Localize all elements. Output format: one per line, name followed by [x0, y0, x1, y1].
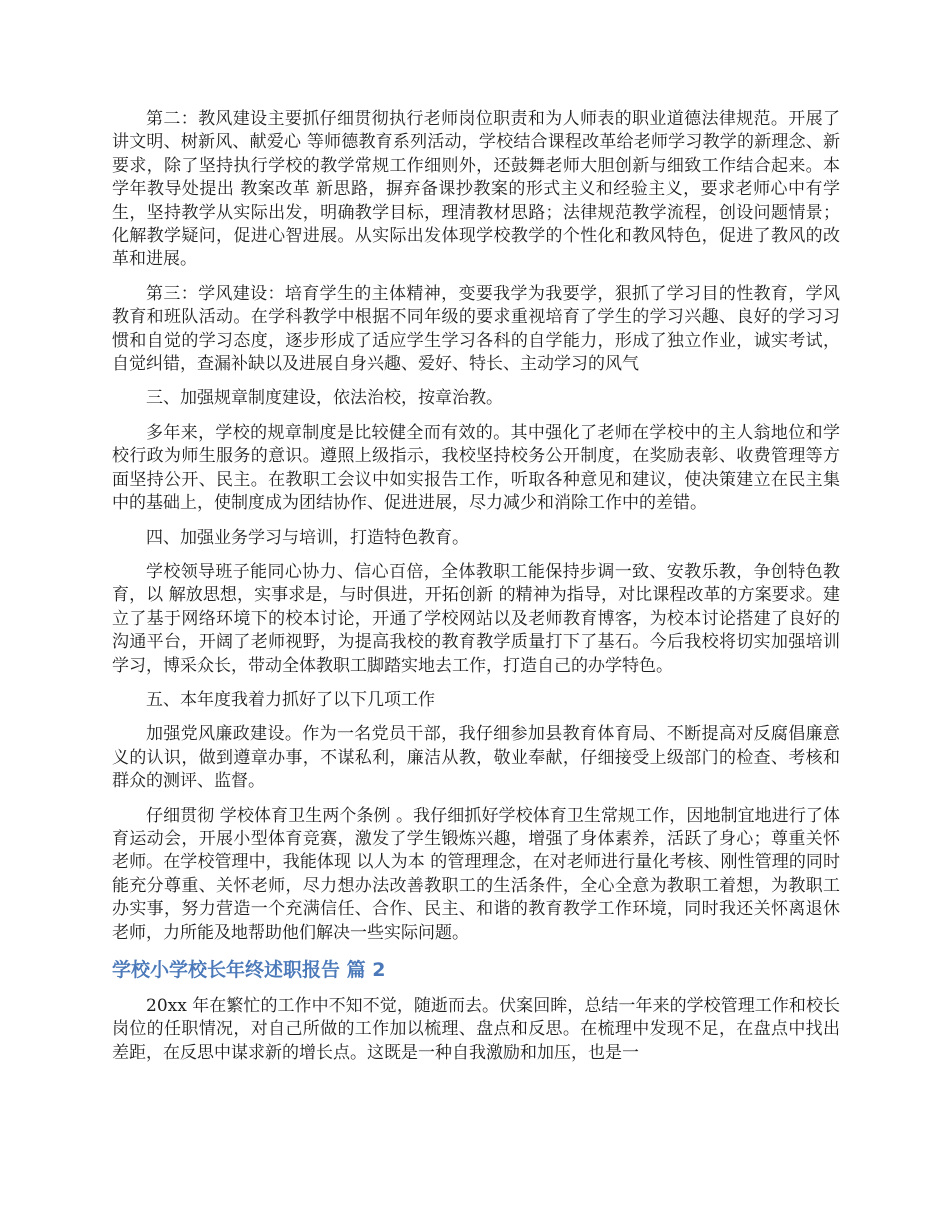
paragraph-sports-health: 仔细贯彻 学校体育卫生两个条例 。我仔细抓好学校体育卫生常规工作，因地制宜地进行了体育运动会，开展小型体育竞赛，激发了学生锻炼兴趣，增强了身体素养，活跃了身心；尊重关怀老师。在学校管理中，我能体现 以人为本 的管理理念，在对老师进行量化考核、刚性管理的同时能充分尊重、关怀老师，尽力想办法改善教职工的生活条件，全心全意为教职工着想，为教职工办实事，努力营造一个充满信任、合作、民主、和谐的教育教学工作环境，同时我还关怀离退休老师，力所能及地帮助他们解决一些实际问题。	[112, 805, 840, 943]
document-page	[112, 108, 840, 1076]
paragraph-work-heading: 五、本年度我着力抓好了以下几项工作	[146, 689, 435, 710]
paragraph-teaching-style: 第二：教风建设主要抓仔细贯彻执行老师岗位职责和为人师表的职业道德法律规范。开展了 讲文明、树新风、献爱心 等师德教育系列活动，学校结合课程改革给老师学习教学的新理念、新要求，除了坚持执行学校的教学常规工作细则外，还鼓舞老师大胆创新与细致工作结合起来。本学年教导处提出 教案改革 新思路，摒弃备课抄教案的形式主义和经验主义，要求老师心中有学生，坚持教学从实际出发，明确教学目标，理清教材思路；法律规范教学流程，创设问题情景；化解教学疑问，促进心智进展。从实际出发体现学校教学的个性化和教风特色，促进了教风的改革和进展。	[112, 109, 840, 270]
paragraph-intro: 20xx 年在繁忙的工作中不知不觉，随逝而去。伏案回眸，总结一年来的学校管理工作和校长岗位的任职情况，对自己所做的工作加以梳理、盘点和反思。在梳理中发现不足，在盘点中找出差距，在反思中谋求新的增长点。这既是一种自我激励和加压，也是一	[112, 996, 840, 1063]
paragraph-rules-body: 多年来，学校的规章制度是比较健全而有效的。其中强化了老师在学校中的主人翁地位和学校行政为师生服务的意识。遵照上级指示，我校坚持校务公开制度，在奖励表彰、收费管理等方面坚持公开、民主。在教职工会议中如实报告工作，听取各种意见和建议，使决策建立在民主集中的基础上，使制度成为团结协作、促进进展，尽力减少和消除工作中的差错。	[112, 422, 840, 514]
paragraph-training-heading: 四、加强业务学习与培训，打造特色教育。	[146, 527, 469, 548]
paragraph-study-style: 第三：学风建设：培育学生的主体精神，变要我学为我要学，狠抓了学习目的性教育，学风教育和班队活动。在学科教学中根据不同年级的要求重视培育了学生的学习兴趣、良好的学习习惯和自觉的学习态度，逐步形成了适应学生学习各科的自学能力，形成了独立作业，诚实考试，自觉纠错，查漏补缺以及进展自身兴趣、爱好、特长、主动学习的风气	[112, 283, 840, 375]
paragraph-party-building: 加强党风廉政建设。作为一名党员干部，我仔细参加县教育体育局、不断提高对反腐倡廉意义的认识，做到遵章办事，不谋私利，廉洁从教，敬业奉献，仔细接受上级部门的检查、考核和群众的测评、监督。	[112, 724, 840, 792]
paragraph-training-body: 学校领导班子能同心协力、信心百倍，全体教职工能保持步调一致、安教乐教，争创特色教育，以 解放思想，实事求是，与时俱进，开拓创新 的精神为指导，对比课程改革的方案要求。建立了基于网络环境下的校本讨论，开通了学校网站以及老师教育博客，为校本讨论搭建了良好的沟通平台，开阔了老师视野，为提高我校的教育教学质量打下了基石。今后我校将切实加强培训学习，博采众长，带动全体教职工脚踏实地去工作，打造自己的办学特色。	[112, 561, 840, 676]
section-heading: 学校小学校长年终述职报告 篇 2	[112, 959, 386, 981]
paragraph-rules-heading: 三、加强规章制度建设，依法治校，按章治教。	[146, 388, 503, 409]
